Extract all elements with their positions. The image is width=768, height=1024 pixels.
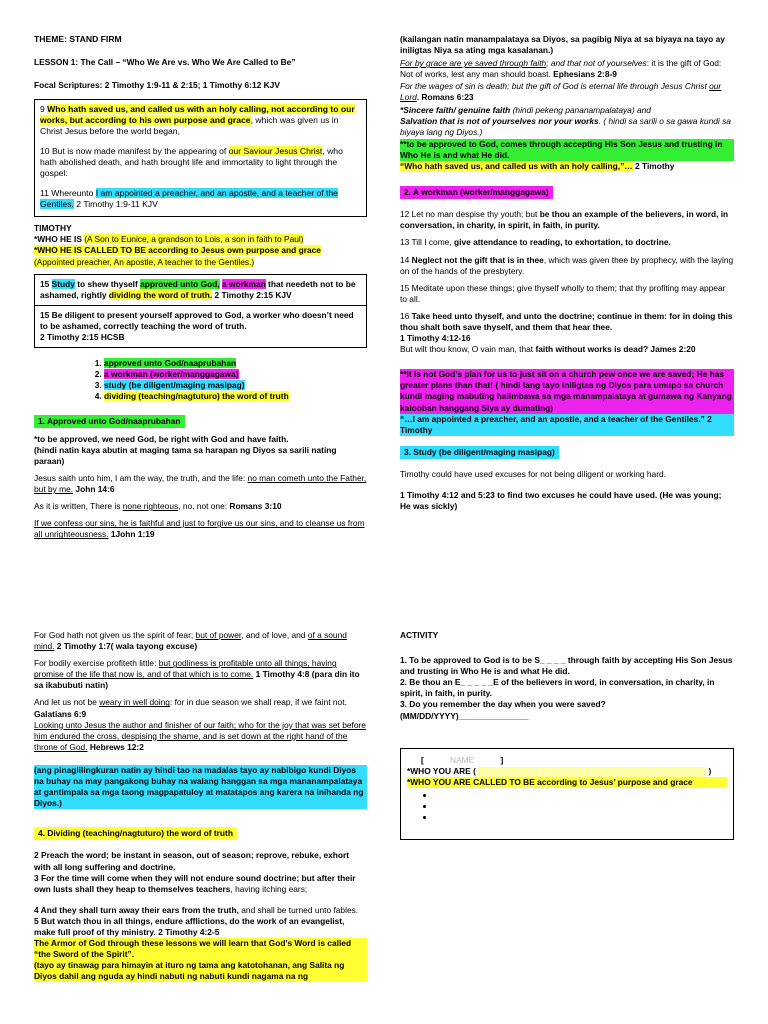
plan-item: 2. a workman (worker/manggagawa) xyxy=(104,369,367,380)
activity-q3: 3. Do you remember the day when you were saved? xyxy=(400,699,606,710)
scripture-box-3: 15 Be diligent to present yourself approved to God, a worker who doesn’t need to be ashamed, correctly teaching the word of truth. 2 Timothy 2:15 HCSB xyxy=(34,305,367,348)
highlight-appointed: I am appointed a preacher, and an apostle, and a teacher of the Gentiles. xyxy=(40,187,338,209)
plan-item: 4. dividing (teaching/nagtuturo) the word of truth xyxy=(104,391,367,402)
name-box: [ NAME ] *WHO YOU ARE ( ) *WHO YOU ARE CALLED TO BE according to Jesus’ purpose and grace • • • xyxy=(400,748,734,840)
plan-item: 1. approved unto God/naaprubahan xyxy=(104,358,367,369)
activity-q1: 1. To be approved to God is to be S_ _ _ _ through faith by accepting His Son Jesus and trusting in Who He is and what He did. xyxy=(400,655,733,677)
focal-scriptures: Focal Scriptures: 2 Timothy 1:9-11 & 2:15; 1 Timothy 6:12 KJV xyxy=(34,80,280,91)
highlight-armor: The Armor of God through these lessons we will learn that God’s Word is called “the Sword of the Spirit”. xyxy=(34,938,367,960)
activity-q2: 2. Be thou an E_ _ _ _ _E of the believers in word, in conversation, in charity, in spirit, in faith, in purity. xyxy=(400,677,715,699)
highlight-called-text: (Appointed preacher, An apostle, A teacher to the Gentiles.) xyxy=(34,256,255,267)
highlight-workman: a workman xyxy=(221,278,266,289)
highlight-v9: Who hath saved us, and called us with an holy calling, not according to our works, but according to his own purpose and grace xyxy=(40,103,355,125)
plan-item: 3. study (be diligent/maging masipag) xyxy=(104,380,367,391)
scripture-box-1: 9 Who hath saved us, and called us with an holy calling, not according to our works, but according to his own purpose and grace, which was given us in Christ Jesus before the world began, 10 But is now made manifest by the appearing of our Saviour Jesus Christ, who hath abolished death, and hath brought life and immortality to light through the gospel: 11 Whereunto I am appointed a preacher, and an apostle, and a teacher of the Gentiles. 2 Timothy 1:9-11 KJV xyxy=(34,99,367,218)
highlight-green-approved: **to be approved to God, comes through accepting His Son Jesus and trusting in Who He is and what He did. xyxy=(400,139,734,161)
lesson-title: LESSON 1: The Call – “Who We Are vs. Who We Are Called to Be” xyxy=(34,57,296,68)
left-column-top: THEME: STAND FIRM LESSON 1: The Call – “Who We Are vs. Who We Are Called to Be” Focal Scriptures: 2 Timothy 1:9-11 & 2:15; 1 Timothy 6:12 KJV 9 Who hath saved us, and called us with an holy calling, not according to our works, but according to his own purpose and grace, which was given us in Christ Jesus before the world began, 10 But is now made manifest by the appearing of our Saviour Jesus Christ, who hath abolished death, and hath brought life and immortality to light through the gospel: 11 Whereunto I am appointed a preacher, and an apostle, and a teacher of the Gentiles. 2 Timothy 1:9-11 KJV TIMOTHY *WHO HE IS (A Son to Eunice, a grandson to Lois, a son in faith to Paul) *WHO HE IS CALLED TO BE according to Jesus own purpose and grace (Appointed preacher, An apostle, A teacher to the Gentiles.) 15 Study to shew thyself approved unto God, a workman that needeth not to be ashamed, rightly dividing the word of truth. 2 Timothy 2:15 KJV 15 Be diligent to present yourself approved to God, a worker who doesn’t need to be ashamed, correctly teaching the word of truth. 2 Timothy 2:15 HCSB 1. approved unto God/naaprubahan 2. a workman (worker/manggagawa) 3. study (be diligent/maging masipag) 4. dividing (teaching/nagtuturo) the word of truth 1. Approved unto God/naaprubahan *to be approved, we need God, be right with God and have faith. (hindi natin kaya abutin at maging tama sa harapan ng Diyos sa sarili nating paraan) Jesus saith unto him, I am the way, the truth, and the life: no man cometh unto the Father, but by me. John 14:6 As it is written, There is none righteous, no, not one: Romans 3:10 If we confess our sins, he is faithful and just to forgive us our sins, and to cleanse us from all unrighteousness. 1John 1:19 xyxy=(34,34,367,546)
name-field[interactable]: NAME xyxy=(450,754,475,765)
section-2-heading: 2. A workman (worker/manggagawa) xyxy=(400,186,553,199)
highlight-cyan-serve: (ang pinaglilingkuran natin ay hindi tao na madalas tayo ay nabibigo kundi Diyos na buhay na may pangakong buhay na walang hanggan sa mga mananampalataya at gantimpala sa mga taong magpapatuloy at matatapos ang karera na inihanda ng Diyos.) xyxy=(34,765,367,809)
highlight-study: Study xyxy=(51,278,75,289)
answer-bullets xyxy=(407,790,727,823)
highlight-cyan-appointed: “…I am appointed a preacher, and an apostle, and a teacher of the Gentiles.” 2 Timothy xyxy=(400,414,734,436)
scripture-box-2: 15 Study to shew thyself approved unto God, a workman that needeth not to be ashamed, rightly dividing the word of truth. 2 Timothy 2:15 KJV xyxy=(34,274,367,305)
section-4-heading: 4. Dividing (teaching/nagtuturo) the word of truth xyxy=(34,827,237,840)
bullet-item[interactable] xyxy=(435,801,727,812)
highlight-saviour: our Saviour Jesus Christ xyxy=(228,145,323,156)
activity-section xyxy=(400,630,734,846)
highlight-magenta-plan: **It is not God’s plan for us to just sit on a church pew once we are saved; He has greater plans than that! ( hindi lang tayo iniligtas ng Diyos para umupo sa church kundi maging mabuting halimbawa sa mga manampalataya at gumawa ng Kanyang kalooban hanggang Siya ay dumating) xyxy=(400,369,734,413)
highlight-tagalog: (tayo ay tinawag para himayin at ituro ng tama ang katotohanan, ang Salita ng Diyos dahil ang nguda ay hindi nabuti ng nabuti kundi nagama na ng xyxy=(34,960,367,982)
right-column-top: (kailangan natin manampalataya sa Diyos, sa pagibig Niya at sa biyaya na tayo ay iniligtas Niya sa ating mga kasalanan.) For by grace are ye saved through faith; and that not of yourselves: it is the gift of God: Not of works, lest any man should boast. Ephesians 2:8-9 For the wages of sin is death; but the gift of God is eternal life through Jesus Christ our Lord. Romans 6:23 *Sincere faith/ genuine faith (hindi pekeng pananampalataya) and Salvation that is not of yourselves nor your works. ( hindi sa sarili o sa gawa kundi sa biyaya lang ng Diyos.) **to be approved to God, comes through accepting His Son Jesus and trusting in Who He is and what He did. “Who hath saved us, and called us with an holy calling,”… 2 Timothy 2. A workman (worker/manggagawa) 12 Let no man despise thy youth; but be thou an example of the believers, in word, in conversation, in charity, in spirit, in faith, in purity. 13 Till I come, give attendance to reading, to exhortation, to doctrine. 14 Neglect not the gift that is in thee, which was given thee by prophecy, with the laying on of the hands of the presbytery. 15 Meditate upon these things; give thyself wholly to them; that thy profiting may appear to all. 16 Take heed unto thyself, and unto the doctrine; continue in them: for in doing this thou shalt both save thyself, and them that hear thee. 1 Timothy 4:12-16 But wilt thou know, O vain man, that faith without works is dead? James 2:20 **It is not God’s plan for us to just sit on a church pew once we are saved; He has greater plans than that! ( hindi lang tayo iniligtas ng Diyos para umupo sa church kundi maging mabuting halimbawa sa mga manampalataya at gumawa ng Kanyang kalooban hanggang Siya ay dumating) “…I am appointed a preacher, and an apostle, and a teacher of the Gentiles.” 2 Timothy 3. Study (be diligent/maging masipag) Timothy could have used excuses for not being diligent or working hard. 1 Timothy 4:12 and 5:23 to find two excuses he could have used. (He was young; He was sickly) xyxy=(400,34,734,512)
highlight-called-you: *WHO YOU ARE CALLED TO BE according to Jesus’ purpose and grace xyxy=(407,777,727,788)
highlight-approved: approved unto God, xyxy=(140,278,220,289)
section-3-heading: 3. Study (be diligent/maging masipag) xyxy=(400,446,559,459)
bullet-item[interactable] xyxy=(435,812,727,823)
left-column-bottom: For God hath not given us the spirit of fear; but of power, and of love, and of a sound mind. 2 Timothy 1:7( wala tayong excuse) For bodily exercise profiteth little: but godliness is profitable unto all things, having promise of the life that now is, and of that which is to come. 1 Timothy 4:8 (para din ito sa ikabubuti natin) And let us not be weary in well doing: for in due season we shall reap, if we faint not. Galatians 6:9 Looking unto Jesus the author and finisher of our faith; who for the joy that was set before him endured the cross, despising the shame, and is set down at the right hand of the throne of God. Hebrews 12:2 (ang pinaglilingkuran natin ay hindi tao na madalas tayo ay nabibigo kundi Diyos na buhay na may pangakong buhay na walang hanggan sa mga mananampalataya at gantimpala sa mga taong magpapatuloy at matatapos ang karera na inihanda ng Diyos.) 4. Dividing (teaching/nagtuturo) the word of truth 2 Preach the word; be instant in season, out of season; reprove, rebuke, exhort with all long suffering and doctrine. 3 For the time will come when they will not endure sound doctrine; but after their own lusts shall they heap to themselves teachers, having itching ears; 4 And they shall turn away their ears from the truth, and shall be turned unto fables. 5 But watch thou in all things, endure afflictions, do the work of an evangelist, make full proof of thy ministry. 2 Timothy 4:2-5 The Armor of God through these lessons we will learn that God’s Word is called “the Sword of the Spirit”. (tayo ay tinawag para himayin at ituro ng tama ang katotohanan, ang Salita ng Diyos dahil ang nguda ay hindi nabuti ng nabuti kundi nagama na ng xyxy=(34,630,366,982)
activity-q3-date[interactable]: (MM/DD/YYYY)_______________ xyxy=(400,710,529,721)
theme-title: THEME: STAND FIRM xyxy=(34,34,122,44)
activity-heading: ACTIVITY xyxy=(400,630,439,640)
bullet-item[interactable] xyxy=(435,790,727,801)
highlight-dividing: dividing the word of truth. xyxy=(108,289,213,300)
who-you-are-field[interactable] xyxy=(478,767,706,777)
lesson-plan-list xyxy=(34,358,367,402)
section-1-heading: 1. Approved unto God/naaprubahan xyxy=(34,415,185,428)
timothy-section: TIMOTHY *WHO HE IS (A Son to Eunice, a grandson to Lois, a son in faith to Paul) *WHO HE IS CALLED TO BE according to Jesus own purpose and grace (Appointed preacher, An apostle, A teacher to the Gentiles.) xyxy=(34,223,367,267)
highlight-called-label: *WHO HE IS CALLED TO BE according to Jesus own purpose and grace xyxy=(34,245,321,256)
highlight-who-hath-saved: “Who hath saved us, and called us with an holy calling,”… xyxy=(400,161,633,172)
highlight-who-is: (A Son to Eunice, a grandson to Lois, a son in faith to Paul) xyxy=(84,234,304,245)
timothy-heading: TIMOTHY xyxy=(34,223,72,234)
